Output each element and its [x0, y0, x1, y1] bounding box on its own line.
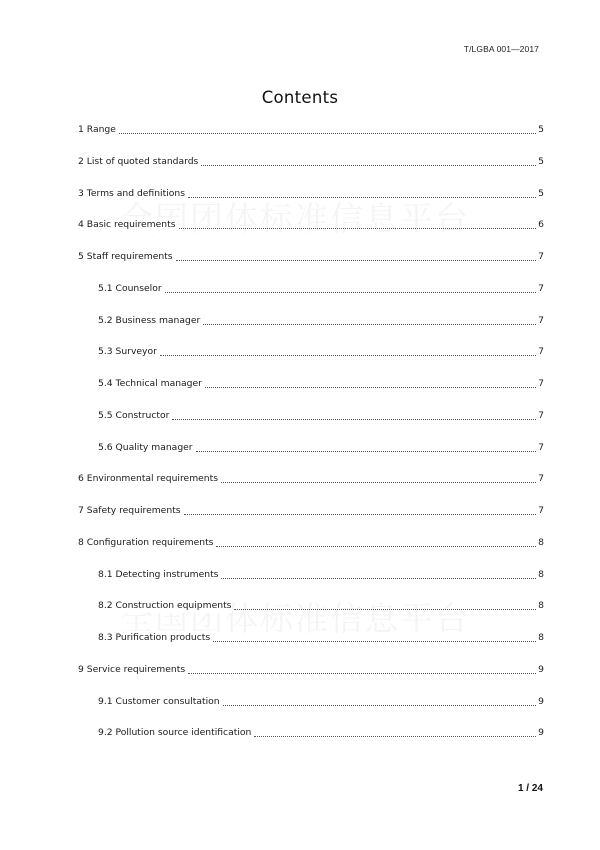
toc-entry-label: 5.4 Technical manager — [98, 378, 202, 389]
toc-entry-page: 7 — [538, 251, 544, 262]
toc-entry-staff-requirements[interactable] — [78, 250, 544, 282]
dot-leader — [184, 504, 536, 515]
dot-leader — [160, 345, 536, 356]
toc-entry-surveyor[interactable] — [78, 345, 544, 377]
toc-entry-basic-requirements[interactable] — [78, 218, 544, 250]
toc-entry-detecting-instruments[interactable] — [78, 568, 544, 600]
toc-entry-range[interactable] — [78, 123, 544, 155]
dot-leader — [172, 409, 536, 420]
toc-entry-label: 6 Environmental requirements — [78, 473, 219, 485]
dot-leader — [221, 472, 536, 483]
dot-leader — [221, 568, 536, 579]
toc-entry-environmental-requirements[interactable] — [78, 472, 544, 504]
dot-leader — [179, 218, 537, 229]
toc-entry-page: 5 — [538, 155, 544, 167]
toc-entry-label: 8 Configuration requirements — [78, 536, 214, 548]
toc-entry-service-requirements[interactable] — [78, 663, 544, 695]
toc-entry-label: 8.1 Detecting instruments — [98, 568, 219, 580]
dot-leader — [216, 536, 536, 547]
page-indicator: 1 / 24 — [517, 783, 543, 794]
dot-leader — [188, 663, 536, 674]
dot-leader — [213, 631, 536, 642]
toc-entry-page: 7 — [538, 505, 544, 516]
toc-entry-quality-manager[interactable] — [78, 441, 544, 473]
toc-entry-customer-consultation[interactable] — [78, 695, 544, 727]
toc-entry-label: 1 Range — [78, 124, 116, 135]
toc-entry-label: 4 Basic requirements — [78, 219, 176, 231]
dot-leader — [234, 599, 536, 610]
toc-entry-construction-equipments[interactable] — [78, 599, 544, 631]
toc-entry-constructor[interactable] — [78, 409, 544, 441]
dot-leader — [188, 187, 536, 198]
dot-leader — [165, 282, 536, 293]
toc-entry-page: 9 — [538, 695, 544, 707]
toc-entry-page: 8 — [538, 632, 544, 643]
toc-entry-page: 5 — [538, 187, 544, 199]
toc-entry-label: 7 Safety requirements — [78, 505, 181, 516]
dot-leader — [201, 155, 536, 166]
toc-entry-label: 8.2 Construction equipments — [98, 600, 232, 612]
dot-leader — [196, 441, 536, 452]
toc-entry-label: 5.2 Business manager — [98, 314, 201, 326]
toc-entry-page: 7 — [538, 409, 544, 421]
toc-entry-label: 5.1 Counselor — [98, 282, 162, 294]
toc-entry-pollution-source-identification[interactable] — [78, 726, 544, 758]
toc-entry-label: 2 List of quoted standards — [78, 155, 199, 167]
toc-entry-configuration-requirements[interactable] — [78, 536, 544, 568]
toc-entry-terms-definitions[interactable] — [78, 187, 544, 219]
toc-entry-page: 9 — [538, 727, 544, 739]
toc-entry-page: 7 — [538, 346, 544, 358]
toc-entry-page: 7 — [538, 314, 544, 326]
toc-entry-label: 9.2 Pollution source identification — [98, 727, 252, 739]
dot-leader — [119, 123, 536, 134]
toc-entry-page: 7 — [538, 282, 544, 294]
toc-entry-page: 9 — [538, 663, 544, 675]
toc-entry-page: 8 — [538, 568, 544, 580]
toc-entry-technical-manager[interactable] — [78, 377, 544, 409]
dot-leader — [254, 726, 536, 737]
toc-entry-counselor[interactable] — [78, 282, 544, 314]
document-code-header: T/LGBA 001—2017 — [463, 44, 539, 54]
toc-entry-page: 7 — [538, 441, 544, 453]
dot-leader — [203, 314, 536, 325]
dot-leader — [205, 377, 536, 388]
dot-leader — [176, 250, 536, 261]
toc-entry-page: 8 — [538, 600, 544, 612]
toc-entry-page: 5 — [538, 124, 544, 135]
toc-entry-safety-requirements[interactable] — [78, 504, 544, 536]
toc-entry-quoted-standards[interactable] — [78, 155, 544, 187]
toc-entry-page: 6 — [538, 219, 544, 231]
toc-entry-label: 9.1 Customer consultation — [98, 695, 220, 707]
toc-entry-label: 3 Terms and definitions — [78, 187, 185, 199]
dot-leader — [223, 695, 536, 706]
toc-entry-page: 8 — [538, 536, 544, 548]
toc-entry-business-manager[interactable] — [78, 314, 544, 346]
toc-entry-label: 5.3 Surveyor — [98, 346, 157, 358]
page-title: Contents — [261, 88, 339, 107]
table-of-contents — [78, 123, 544, 758]
toc-entry-page: 7 — [538, 473, 544, 485]
toc-entry-label: 9 Service requirements — [78, 663, 186, 675]
toc-entry-label: 5.5 Constructor — [98, 409, 170, 421]
toc-entry-label: 5.6 Quality manager — [98, 441, 193, 453]
toc-entry-label: 5 Staff requirements — [78, 251, 173, 262]
toc-entry-purification-products[interactable] — [78, 631, 544, 663]
toc-entry-page: 7 — [538, 378, 544, 389]
toc-entry-label: 8.3 Purification products — [98, 632, 211, 643]
